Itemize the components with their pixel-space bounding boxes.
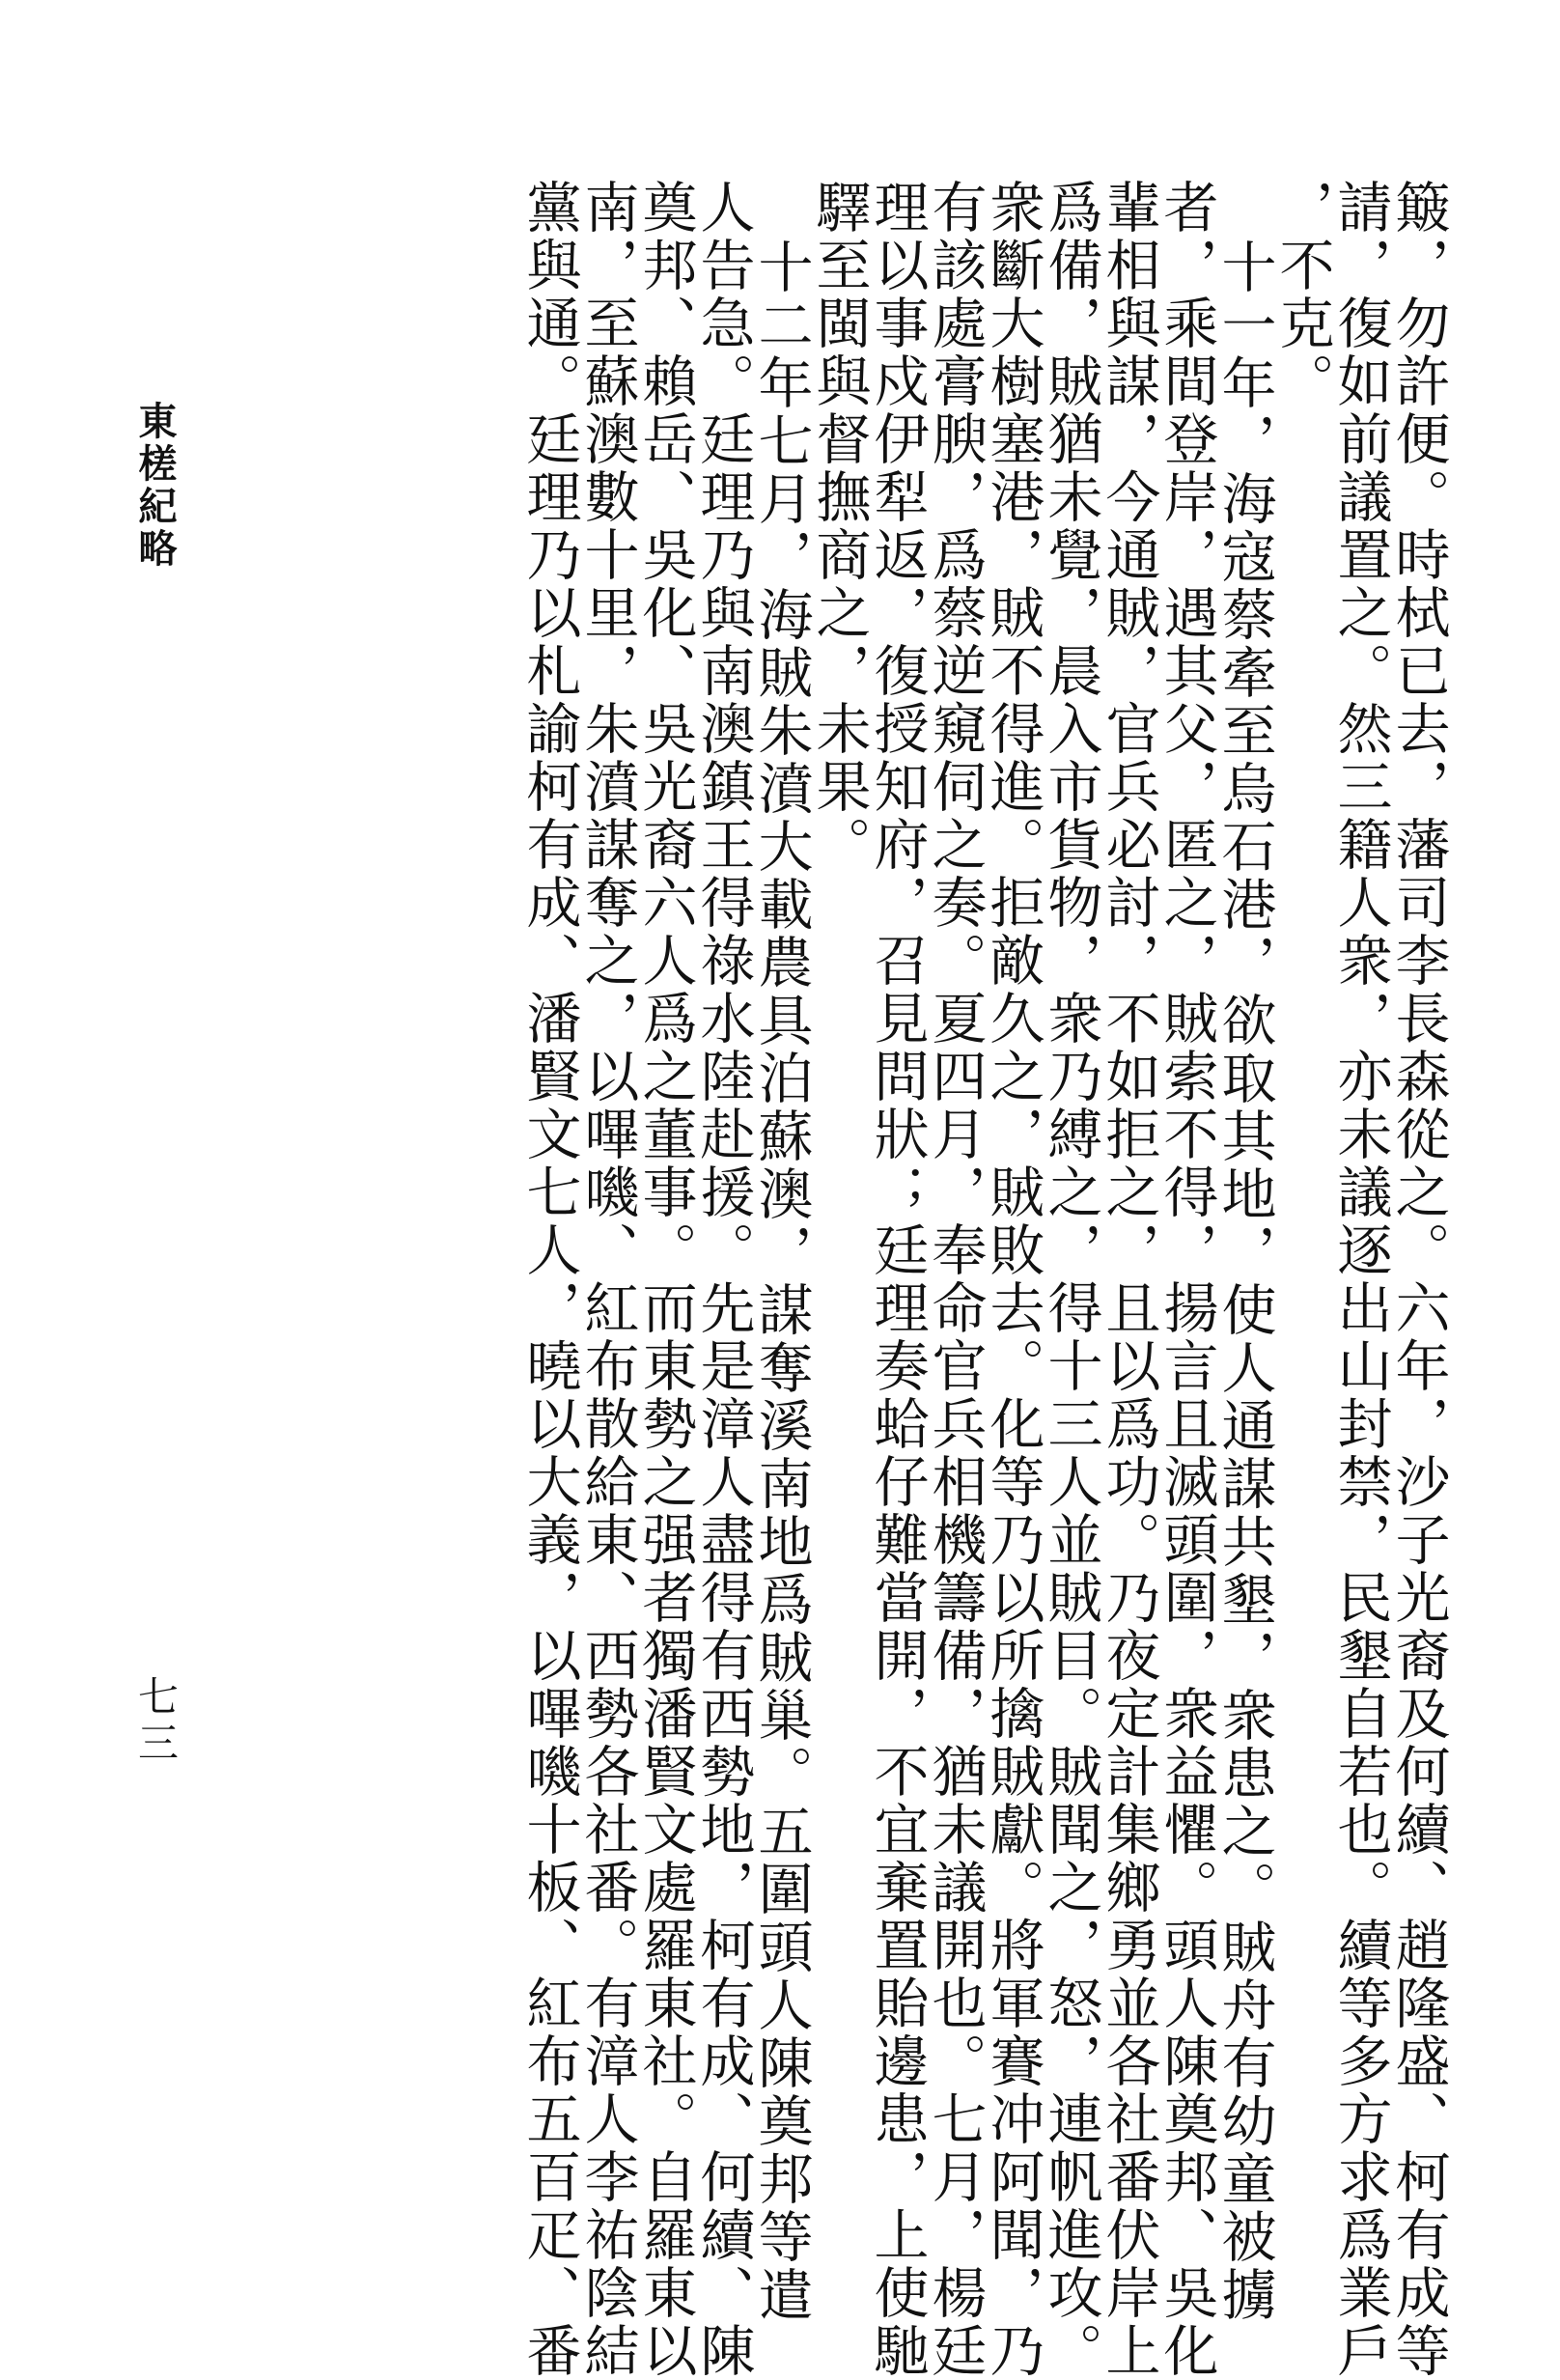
text-column: 理以事戍伊犁返，復授知府，召見問狀；廷理奏蛤仔難當開，不宜棄置貽邊患，上使馳 xyxy=(865,179,929,2380)
text-column: 衆斷大樹塞港，賊不得進。拒敵久之，賊敗去。化等乃以所擒賊獻。將軍賽冲阿聞，乃 xyxy=(981,179,1045,2380)
text-column: 簸，勿許便。時栻已去，藩司李長森從之。六年，沙子光裔及何續、趙隆盛、柯有成等 xyxy=(1386,179,1450,2380)
text-column: 者，乘間登岸，遇其父，匿之，賊索不得，揚言且滅頭圍，衆益懼。頭人陳奠邦、吳化 xyxy=(1155,179,1218,2380)
text-column: 人告急。廷理乃與南澳鎮王得祿水陸赴援。先是漳人盡得有西勢地，柯有成、何續、陳 xyxy=(691,179,755,2380)
text-column: 有該處膏腴，爲蔡逆窺伺之奏。夏四月，奉命官兵相機籌備，猶未議開也。七月，楊廷 xyxy=(923,179,987,2380)
page-number: 七三 xyxy=(132,1675,180,1768)
text-column: 南，至蘇澳數十里，朱濆謀奪之，以嗶嘰、紅布散給東、西勢各社番。有漳人李祐陰結 xyxy=(575,179,639,2380)
text-column: 請，復如前議置之。然三籍人衆，亦未議逐出山封禁，民墾自若也。續等多方求爲業戶 xyxy=(1328,179,1392,2380)
text-column: 爲備，賊猶未覺，晨入市貨物，衆乃縛之，得十三人並賊目。賊聞之，怒，連帆進攻。 xyxy=(1039,179,1102,2380)
text-column: 驛至閩與督撫商之，未果。 xyxy=(807,179,871,874)
text-column: 十二年七月，海賊朱濆大載農具泊蘇澳，謀奪溪南地爲賊巢。五圍頭人陳奠邦等遣 xyxy=(749,238,813,2324)
text-column: ，不克。 xyxy=(1270,179,1334,410)
text-column: 奠邦、賴岳、吳化、吳光裔六人爲之董事。而東勢之强者獨潘賢文處羅東社。自羅東以 xyxy=(633,179,697,2380)
running-header: 東槎紀略 xyxy=(132,401,178,571)
text-column: 黨與通。廷理乃以札諭柯有成、潘賢文七人，曉以大義，以嗶嘰十板、紅布五百疋、番 xyxy=(517,179,581,2380)
text-column: 輩相與謀，今通賊，官兵必討，不如拒之，且以爲功。乃夜定計集鄉勇並各社番伏岸上 xyxy=(1097,179,1160,2380)
text-column: 十一年，海寇蔡牽至烏石港，欲取其地，使人通謀共墾，衆患之。賊舟有幼童被擄 xyxy=(1212,238,1276,2324)
